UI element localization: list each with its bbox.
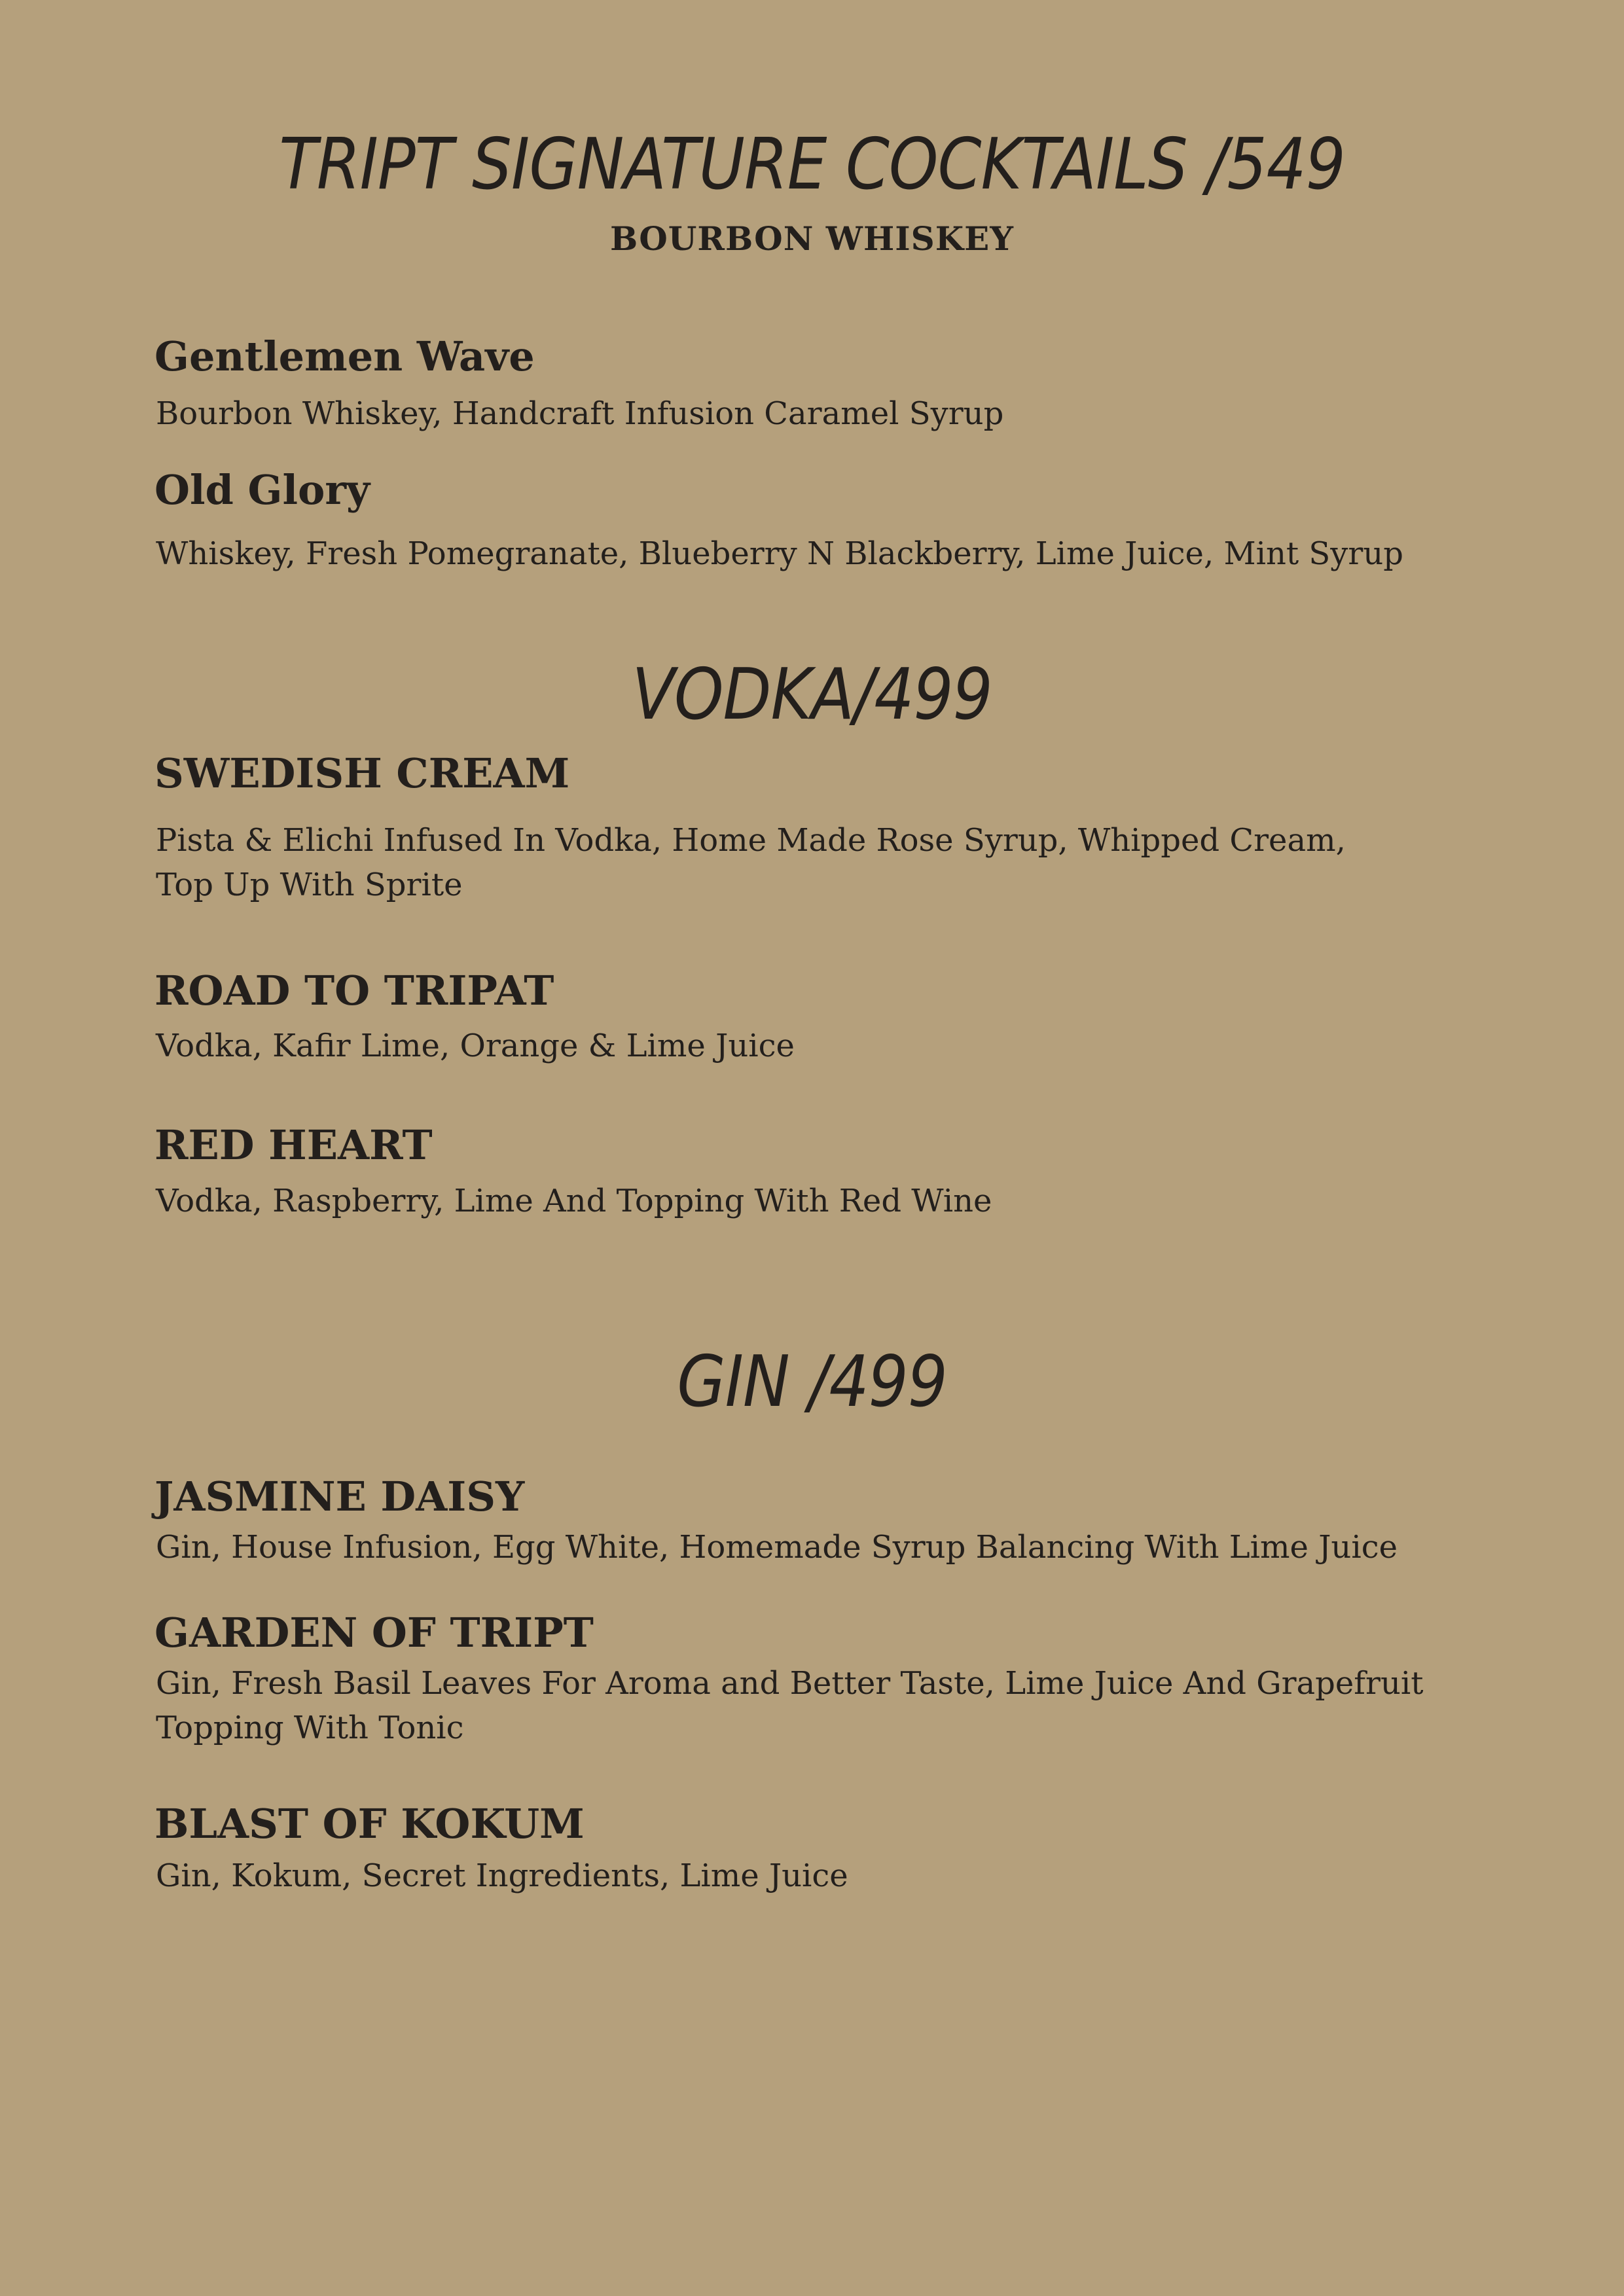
- menu-title: TRIPT SIGNATURE COCKTAILS /549: [279, 123, 1345, 206]
- item-name-old-glory: Old Glory: [154, 466, 370, 514]
- vodka-section-title: VODKA/499: [632, 653, 992, 736]
- item-desc-road-to-tripat: Vodka, Kafir Lime, Orange & Lime Juice: [156, 1028, 795, 1064]
- item-name-swedish-cream: SWEDISH CREAM: [154, 749, 570, 797]
- item-desc-red-heart: Vodka, Raspberry, Lime And Topping With Red Wine: [156, 1183, 992, 1219]
- item-name-road-to-tripat: ROAD TO TRIPAT: [154, 967, 554, 1014]
- item-name-jasmine-daisy: JASMINE DAISY: [154, 1473, 525, 1520]
- item-desc-swedish-cream-line2: Top Up With Sprite: [156, 867, 463, 903]
- item-desc-gentlemen-wave: Bourbon Whiskey, Handcraft Infusion Caramel Syrup: [156, 395, 1004, 432]
- item-name-blast-of-kokum: BLAST OF KOKUM: [154, 1800, 585, 1848]
- item-desc-garden-of-tript-line2: Topping With Tonic: [156, 1710, 464, 1746]
- item-name-garden-of-tript: GARDEN OF TRIPT: [154, 1609, 594, 1657]
- item-name-gentlemen-wave: Gentlemen Wave: [154, 332, 535, 380]
- item-desc-jasmine-daisy: Gin, House Infusion, Egg White, Homemade Syrup Balancing With Lime Juice: [156, 1529, 1398, 1566]
- item-desc-garden-of-tript-line1: Gin, Fresh Basil Leaves For Aroma and Better Taste, Lime Juice And Grapefruit: [156, 1665, 1424, 1702]
- bourbon-section-title: BOURBON WHISKEY: [610, 219, 1014, 258]
- item-desc-old-glory: Whiskey, Fresh Pomegranate, Blueberry N Blackberry, Lime Juice, Mint Syrup: [156, 535, 1404, 572]
- item-desc-swedish-cream-line1: Pista & Elichi Infused In Vodka, Home Made Rose Syrup, Whipped Cream,: [156, 822, 1346, 859]
- gin-section-title: GIN /499: [677, 1340, 947, 1423]
- item-name-red-heart: RED HEART: [154, 1121, 433, 1169]
- item-desc-blast-of-kokum: Gin, Kokum, Secret Ingredients, Lime Juice: [156, 1857, 848, 1894]
